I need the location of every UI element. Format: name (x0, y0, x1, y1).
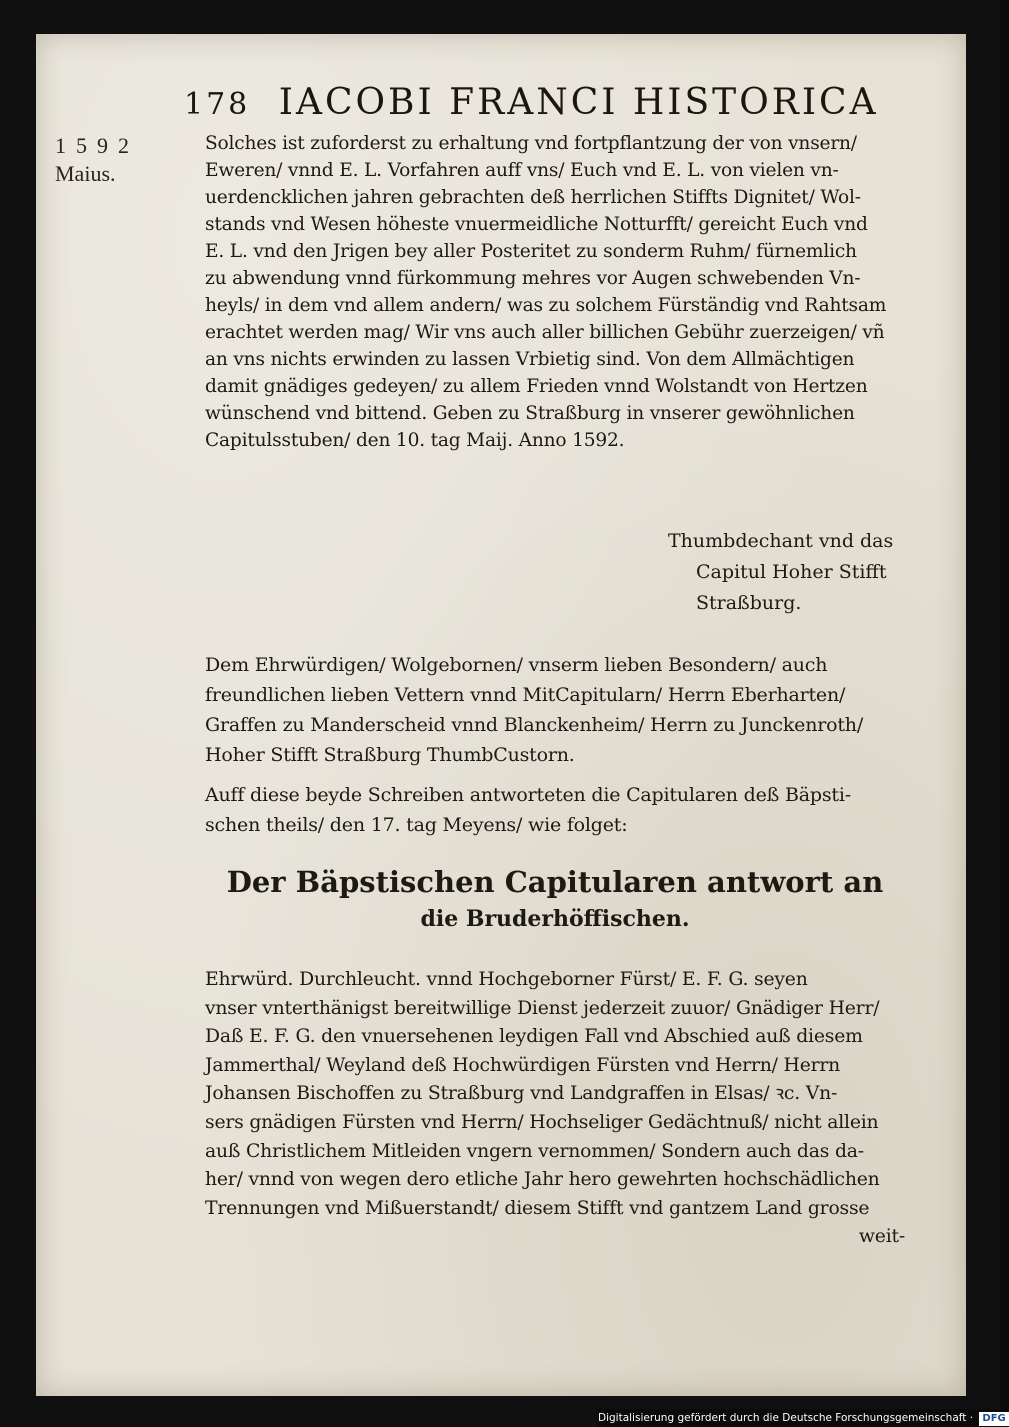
text-line: erachtet werden mag/ Wir vns auch aller billichen Gebühr zuerzeigen/ vñ (205, 322, 885, 343)
signature (668, 526, 938, 619)
section-heading (205, 862, 905, 936)
text-line: her/ vnnd von wegen dero etliche Jahr hero gewehrten hochschädlichen (205, 1169, 880, 1191)
text-line: an vns nichts erwinden zu lassen Vrbietig sind. Von dem Allmächtigen (205, 349, 855, 370)
address-line: Hoher Stifft Straßburg ThumbCustorn. (205, 744, 575, 766)
section-heading-line-2: die Bruderhöffischen. (420, 906, 690, 932)
text-line: E. L. vnd den Jrigen bey aller Posteritet zu sonderm Ruhm/ fürnemlich (205, 241, 857, 262)
dfg-logo-icon: DFG (979, 1412, 1008, 1426)
text-line: stands vnd Wesen höheste vnuermeidliche Notturfft/ gereicht Euch vnd (205, 214, 868, 235)
address-line: Graffen zu Manderscheid vnnd Blanckenheim/ Herrn zu Junckenroth/ (205, 714, 864, 736)
text-line: wünschend vnd bittend. Geben zu Straßburg in vnserer gewöhnlichen (205, 403, 855, 424)
footer-text: Digitalisierung gefördert durch die Deutsche Forschungsgemeinschaft · (598, 1412, 974, 1424)
page-number: 178 (184, 87, 251, 122)
text-line: Ehrwürd. Durchleucht. vnnd Hochgeborner Fürst/ E. F. G. seyen (205, 969, 808, 990)
text-line: auß Christlichem Mitleiden vngern vernommen/ Sondern auch das da- (205, 1140, 864, 1162)
text-line: Johansen Bischoffen zu Straßburg vnd Landgraffen in Elsas/ ꝛc. Vn- (205, 1083, 838, 1105)
text-line: sers gnädigen Fürsten vnd Herrn/ Hochseliger Gedächtnuß/ nicht allein (205, 1111, 879, 1133)
signature-line: Straßburg. (696, 592, 802, 614)
address-line: Dem Ehrwürdigen/ Wolgebornen/ vnserm lieben Besondern/ auch (205, 654, 828, 676)
digitization-footer (598, 1409, 1009, 1427)
text-line: vnser vnterthänigst bereitwillige Dienst jederzeit zuuor/ Gnädiger Herr/ (205, 997, 880, 1019)
reply-body (205, 966, 925, 1252)
text-line: damit gnädiges gedeyen/ zu allem Frieden vnnd Wolstandt von Hertzen (205, 376, 868, 397)
text-line: schen theils/ den 17. tag Meyens/ wie folget: (205, 814, 628, 836)
margin-note (55, 132, 165, 188)
transition-paragraph (205, 780, 925, 840)
catchword: weit- (858, 1226, 905, 1248)
running-head (184, 82, 879, 128)
address-line: freundlichen lieben Vettern vnnd MitCapitularn/ Herrn Eberharten/ (205, 684, 846, 706)
section-heading-line-1: Der Bäpstischen Capitularen antwort an (226, 865, 884, 899)
signature-line: Capitul Hoher Stifft (696, 561, 887, 583)
signature-line: Thumbdechant vnd das (668, 530, 894, 552)
text-line: Solches ist zuforderst zu erhaltung vnd fortpflantzung der von vnsern/ (205, 133, 857, 154)
margin-month: Maius. (55, 161, 116, 186)
text-line: heyls/ in dem vnd allem andern/ was zu solchem Fürständig vnd Rahtsam (205, 295, 887, 316)
text-line: uerdencklichen jahren gebrachten deß herrlichen Stiffts Dignitet/ Wol- (205, 187, 861, 208)
running-title: IACOBI FRANCI HISTORICA (278, 82, 879, 123)
margin-year: 1592 (55, 133, 139, 158)
text-line: zu abwendung vnnd fürkommung mehres vor Augen schwebenden Vn- (205, 268, 861, 289)
text-line: Jammerthal/ Weyland deß Hochwürdigen Fürsten vnd Herrn/ Herrn (205, 1054, 841, 1076)
text-line: Daß E. F. G. den vnuersehenen leydigen Fall vnd Abschied auß diesem (205, 1026, 863, 1048)
text-line: Auff diese beyde Schreiben antworteten die Capitularen deß Bäpsti- (205, 784, 851, 806)
text-line: Eweren/ vnnd E. L. Vorfahren auff vns/ Euch vnd E. L. von vielen vn- (205, 160, 839, 181)
letter-body (205, 130, 925, 454)
text-line: Capitulsstuben/ den 10. tag Maij. Anno 1592. (205, 430, 625, 451)
address-block (205, 650, 925, 770)
text-line: Trennungen vnd Mißuerstandt/ diesem Stifft vnd gantzem Land grosse (205, 1197, 870, 1219)
